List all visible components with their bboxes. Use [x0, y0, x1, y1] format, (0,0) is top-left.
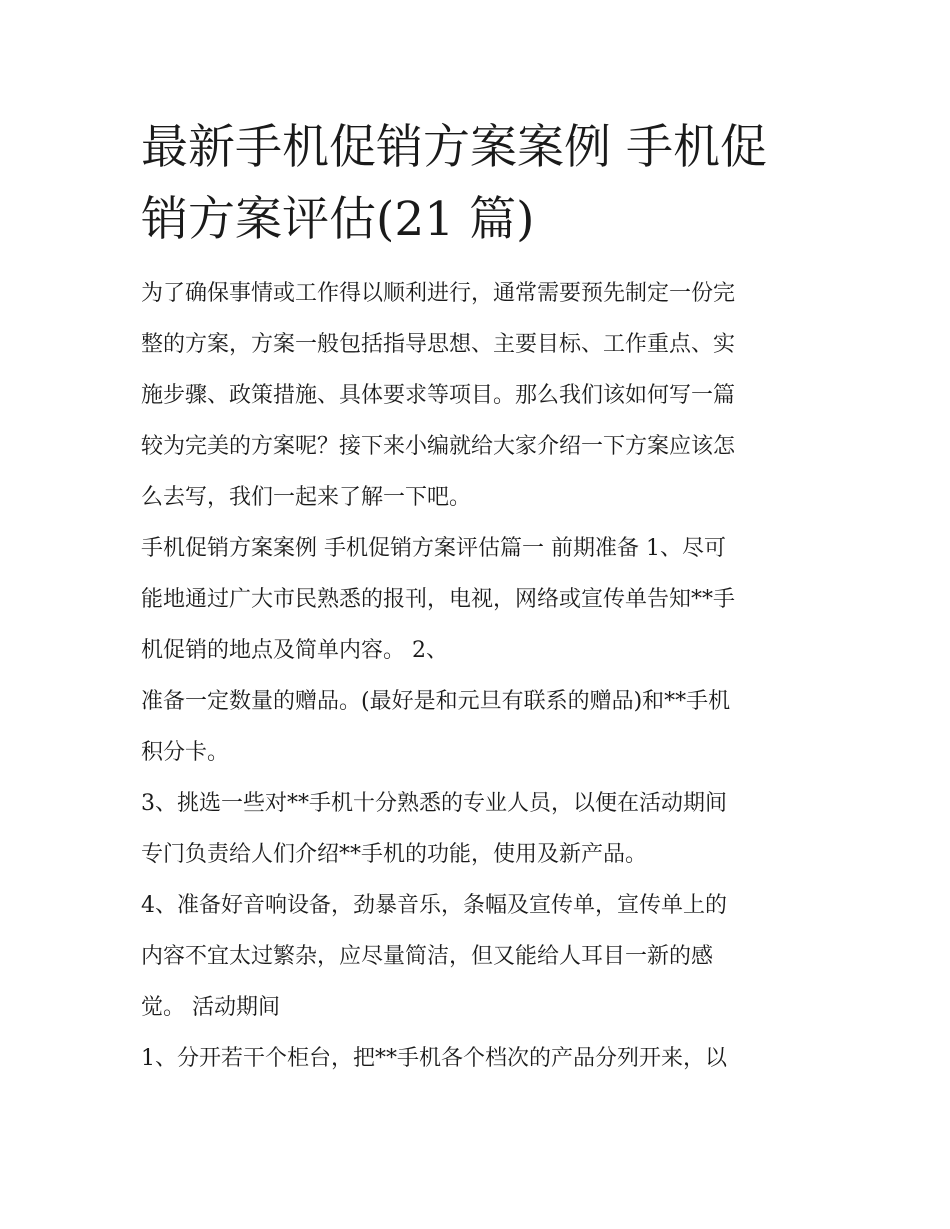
item-2-paragraph — [141, 676, 821, 778]
document-page — [141, 112, 821, 1084]
section-1-line: 手机促销方案案例 手机促销方案评估篇一 前期准备 1、尽可 — [141, 536, 726, 561]
intro-line: 整的方案，方案一般包括指导思想、主要目标、工作重点、实 — [141, 332, 736, 357]
item-3-line: 3、挑选一些对**手机十分熟悉的专业人员，以便在活动期间 — [141, 791, 727, 816]
title-line-2: 销方案评估(21 篇) — [141, 192, 535, 247]
intro-line: 施步骤、政策措施、具体要求等项目。那么我们该如何写一篇 — [141, 383, 736, 408]
intro-line: 较为完美的方案呢？接下来小编就给大家介绍一下方案应该怎 — [141, 434, 736, 459]
item-3-paragraph — [141, 778, 821, 880]
section-1-line: 能地通过广大市民熟悉的报刊，电视，网络或宣传单告知**手 — [141, 587, 736, 612]
section-1-line: 机促销的地点及简单内容。 2、 — [141, 638, 448, 663]
item-4-line: 内容不宜太过繁杂，应尽量简洁，但又能给人耳目一新的感 — [141, 944, 714, 969]
item-3-line: 专门负责给人们介绍**手机的功能，使用及新产品。 — [141, 842, 648, 867]
section-1-paragraph — [141, 523, 821, 676]
item-5-line: 1、分开若干个柜台，把**手机各个档次的产品分列开来，以 — [141, 1046, 727, 1071]
item-4-line: 觉。 活动期间 — [141, 995, 280, 1020]
item-2-line: 准备一定数量的赠品。(最好是和元旦有联系的赠品)和**手机 — [141, 689, 731, 714]
item-4-paragraph — [141, 880, 821, 1033]
title-line-1: 最新手机促销方案案例 手机促 — [141, 120, 767, 175]
intro-paragraph — [141, 268, 821, 523]
item-4-line: 4、准备好音响设备，劲暴音乐，条幅及宣传单，宣传单上的 — [141, 893, 727, 918]
intro-line: 为了确保事情或工作得以顺利进行，通常需要预先制定一份完 — [141, 281, 736, 306]
intro-line: 么去写，我们一起来了解一下吧。 — [141, 485, 472, 510]
item-2-line: 积分卡。 — [141, 740, 230, 765]
document-title — [141, 112, 821, 256]
item-5-paragraph — [141, 1033, 821, 1084]
